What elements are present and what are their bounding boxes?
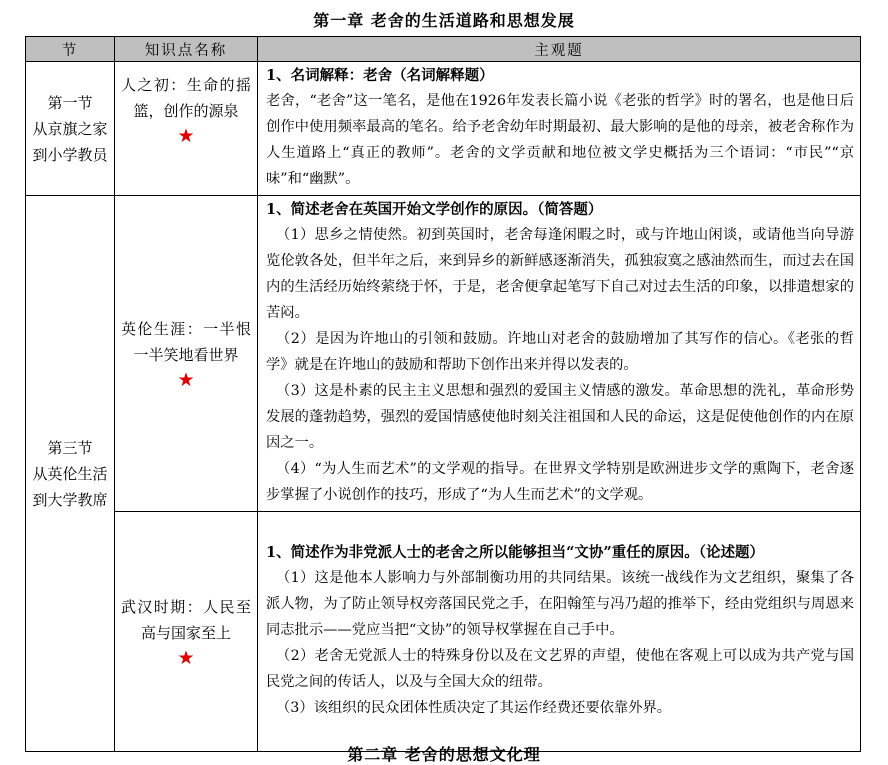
knowledge-point-name: 武汉时期：人民至高与国家至上 — [121, 597, 251, 642]
knowledge-point-cell — [115, 512, 258, 752]
answer-paragraph: （2）老舍无党派人士的特殊身份以及在文艺界的声望，使他在客观上可以成为共产党与国民党之间的传话人，以及与全国大众的纽带。 — [266, 648, 854, 690]
knowledge-point-name: 英伦生涯：一半恨一半笑地看世界 — [121, 319, 251, 364]
answer-paragraph: （4）“为人生而艺术”的文学观的指导。在世界文学特别是欧洲进步文学的熏陶下，老舍逐步掌握了小说创作的技巧，形成了“为人生而艺术”的文学观。 — [266, 461, 854, 503]
next-chapter-title: 第二章 老舍的思想文化理 — [347, 745, 541, 764]
answer-cell — [258, 512, 861, 752]
section-number: 第三节 — [47, 438, 93, 457]
answer-paragraph: （1）这是他本人影响力与外部制衡功用的共同结果。该统一战线作为文艺组织，聚集了各派人物，为了防止领导权旁落国民党之手，在阳翰笙与冯乃超的推举下，经由党组织与周恩来同志批示——党应当把“文协”的领导权掌握在自己手中。 — [266, 570, 854, 638]
table-row — [26, 62, 861, 196]
answer-paragraph: （2）是因为许地山的引领和鼓励。许地山对老舍的鼓励增加了其写作的信心。《老张的哲学》就是在许地山的鼓励和帮助下创作出来并得以发表的。 — [266, 331, 854, 373]
header-knowledge-point: 知识点名称 — [115, 37, 258, 62]
header-section: 节 — [26, 37, 115, 62]
table-header-row — [26, 37, 861, 62]
table-row — [26, 512, 861, 752]
section-cell — [26, 196, 115, 752]
section-number: 第一节 — [47, 93, 93, 112]
chapter-title: 第一章 老舍的生活道路和思想发展 — [313, 11, 575, 30]
section-name: 从京旗之家到小学教员 — [32, 119, 108, 164]
question-title: 1、名词解释：老舍（名词解释题） — [266, 67, 494, 84]
knowledge-point-name: 人之初：生命的摇篮，创作的源泉 — [121, 76, 251, 120]
star-icon: ★ — [177, 646, 195, 669]
answer-paragraph: （3）这是朴素的民主主义思想和强烈的爱国主义情感的激发。革命思想的洗礼，革命形势发展的蓬勃趋势，强烈的爱国情感使他时刻关注祖国和人民的命运，这是促使他创作的内在原因之一。 — [266, 383, 854, 451]
knowledge-point-cell — [115, 62, 258, 196]
star-icon: ★ — [177, 125, 195, 147]
star-icon: ★ — [177, 368, 195, 391]
knowledge-point-cell — [115, 196, 258, 512]
answer-paragraph: 老舍，“老舍”这一笔名，是他在1926年发表长篇小说《老张的哲学》时的署名，也是他日后创作中使用频率最高的笔名。给予老舍幼年时期最初、最大影响的是他的母亲，被老舍称作为人生道路上“真正的教师”。老舍的文学贡献和地位被文学史概括为三个语词：“市民”“京味”和“幽默”。 — [266, 93, 854, 187]
section-cell — [26, 62, 115, 196]
table-row — [26, 196, 861, 512]
question-title: 1、简述老舍在英国开始文学创作的原因。（简答题） — [266, 201, 603, 218]
section-name: 从英伦生活到大学教席 — [32, 464, 108, 509]
answer-paragraph: （3）该组织的民众团体性质决定了其运作经费还要依靠外界。 — [276, 700, 672, 716]
knowledge-table — [25, 36, 861, 752]
question-title: 1、简述作为非党派人士的老舍之所以能够担当“文协”重任的原因。（论述题） — [266, 544, 765, 561]
answer-paragraph: （1）思乡之情使然。初到英国时，老舍每逢闲暇之时，或与许地山闲谈，或请他当向导游览伦敦各处，但半年之后，来到异乡的新鲜感逐渐消失，孤独寂寞之感油然而生，而过去在国内的生活经历始终萦绕于怀，于是，老舍便拿起笔写下自己对过去生活的印象，以排遣想家的苦闷。 — [266, 227, 854, 321]
answer-cell — [258, 196, 861, 512]
header-subjective-question: 主观题 — [258, 37, 861, 62]
answer-cell — [258, 62, 861, 196]
